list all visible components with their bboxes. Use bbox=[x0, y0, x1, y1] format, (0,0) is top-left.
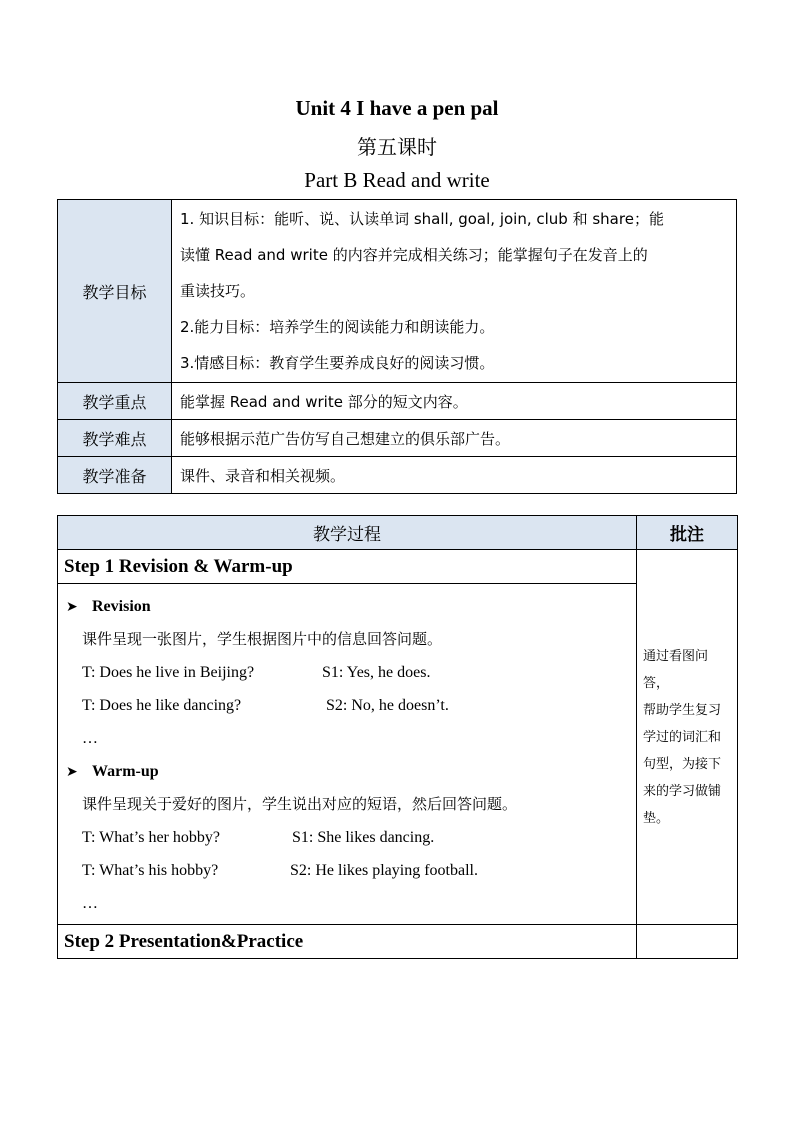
dialog-question: T: What’s her hobby? bbox=[82, 829, 220, 846]
objective-line: 重读技巧。 bbox=[180, 282, 256, 300]
ellipsis: … bbox=[82, 895, 98, 912]
dialog-line bbox=[64, 656, 632, 689]
ellipsis: … bbox=[82, 730, 98, 747]
dialog-question: T: What’s his hobby? bbox=[82, 862, 219, 879]
difficulties-content: 能够根据示范广告仿写自己想建立的俱乐部广告。 bbox=[172, 420, 737, 457]
arrow-bullet-icon: ➤ bbox=[66, 599, 78, 615]
difficulties-label: 教学难点 bbox=[58, 420, 172, 457]
preparation-content: 课件、录音和相关视频。 bbox=[172, 457, 737, 494]
revision-heading-text: Revision bbox=[92, 598, 151, 615]
note-line: 来的学习做铺 bbox=[643, 783, 722, 799]
note-line: 垫。 bbox=[643, 810, 670, 826]
objective-line: 2.能力目标：培养学生的阅读能力和朗读能力。 bbox=[180, 318, 495, 336]
notes-column-header: 批注 bbox=[637, 516, 738, 550]
preparation-label: 教学准备 bbox=[58, 457, 172, 494]
process-table bbox=[57, 515, 738, 959]
warmup-heading bbox=[64, 755, 632, 788]
warmup-intro: 课件呈现关于爱好的图片，学生说出对应的短语，然后回答问题。 bbox=[82, 795, 518, 813]
step1-title: Step 1 Revision & Warm-up bbox=[58, 550, 637, 584]
step2-notes bbox=[637, 925, 738, 959]
table-header-row bbox=[58, 516, 738, 550]
key-points-content: 能掌握 Read and write 部分的短文内容。 bbox=[172, 383, 737, 420]
dialog-question: T: Does he like dancing? bbox=[82, 697, 242, 714]
key-points-label: 教学重点 bbox=[58, 383, 172, 420]
revision-intro: 课件呈现一张图片，学生根据图片中的信息回答问题。 bbox=[82, 630, 443, 648]
note-line: 学过的词汇和 bbox=[643, 729, 722, 745]
objectives-content bbox=[172, 200, 737, 383]
table-row bbox=[58, 457, 737, 494]
note-line: 通过看图问答， bbox=[643, 648, 709, 691]
dialog-answer: S1: She likes dancing. bbox=[292, 829, 435, 846]
note-line: 句型，为接下 bbox=[643, 756, 722, 772]
revision-heading bbox=[64, 590, 632, 623]
table-row bbox=[58, 383, 737, 420]
note-line: 帮助学生复习 bbox=[643, 702, 722, 718]
table-row bbox=[58, 420, 737, 457]
dialog-line bbox=[64, 689, 632, 722]
dialog-answer: S1: Yes, he does. bbox=[322, 664, 431, 681]
dialog-question: T: Does he live in Beijing? bbox=[82, 664, 255, 681]
unit-title: Unit 4 I have a pen pal bbox=[295, 96, 499, 120]
table-row bbox=[58, 550, 738, 584]
part-title: Part B Read and write bbox=[304, 168, 490, 192]
lesson-number: 第五课时 bbox=[357, 135, 437, 159]
objectives-label: 教学目标 bbox=[58, 200, 172, 383]
dialog-answer: S2: He likes playing football. bbox=[290, 862, 478, 879]
objectives-table bbox=[57, 199, 737, 494]
dialog-line bbox=[64, 821, 632, 854]
process-column-header: 教学过程 bbox=[58, 516, 637, 550]
table-row bbox=[58, 200, 737, 383]
step2-title: Step 2 Presentation&Practice bbox=[58, 925, 637, 959]
table-row bbox=[58, 584, 738, 925]
dialog-answer: S2: No, he doesn’t. bbox=[326, 697, 449, 714]
dialog-line bbox=[64, 854, 632, 887]
arrow-bullet-icon: ➤ bbox=[66, 764, 78, 780]
objective-line: 3.情感目标：教育学生要养成良好的阅读习惯。 bbox=[180, 354, 495, 372]
table-row bbox=[58, 925, 738, 959]
warmup-heading-text: Warm-up bbox=[92, 763, 159, 780]
step1-notes bbox=[637, 550, 738, 925]
objective-line: 1. 知识目标：能听、说、认读单词 shall, goal, join, club 和 share；能 bbox=[180, 210, 664, 228]
objective-line: 读懂 Read and write 的内容并完成相关练习；能掌握句子在发音上的 bbox=[180, 246, 648, 264]
step1-body bbox=[58, 584, 637, 925]
